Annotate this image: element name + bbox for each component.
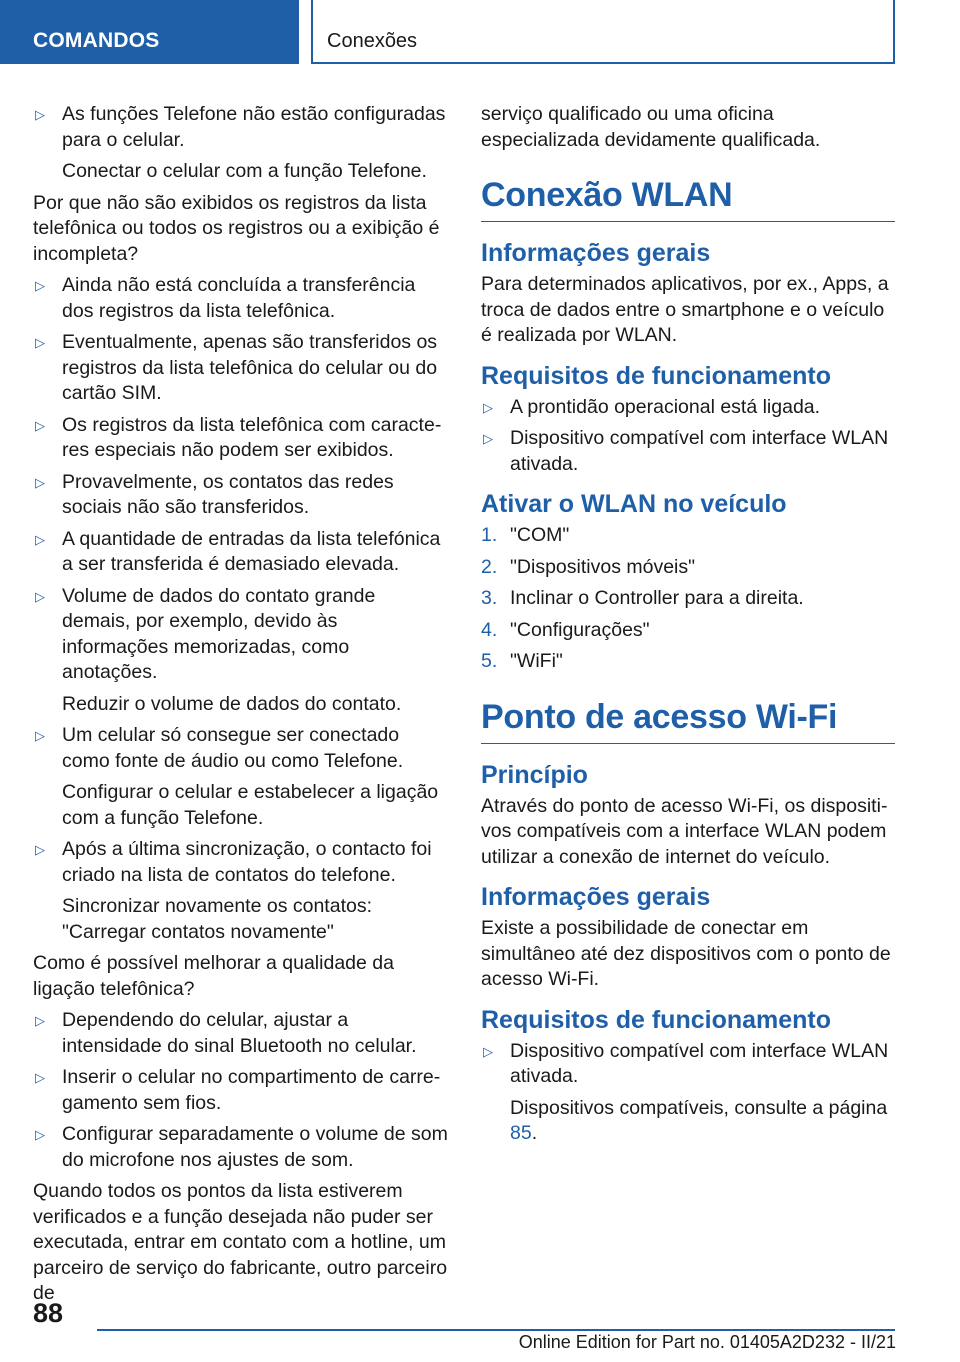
step-item: 4. "Configurações" (481, 618, 650, 641)
triangle-right-icon: ▷ (35, 588, 45, 604)
triangle-right-icon: ▷ (35, 1013, 45, 1028)
section-tab: COMANDOS (0, 0, 299, 64)
triangle-right-icon: ▷ (35, 107, 45, 122)
triangle-right-icon: ▷ (35, 335, 45, 350)
list-item: ▷ Dependendo do celular, ajustar a intensidade do sinal Bluetooth no celular. (35, 1009, 417, 1057)
triangle-right-icon: ▷ (35, 278, 45, 293)
heading-wlan: Conexão WLAN (481, 175, 895, 222)
list-item: ▷ Os registros da lista telefônica com caracteres especiais não podem ser exibidos. (35, 413, 442, 461)
footer-edition: Online Edition for Part no. 01405A2D232 - II/21 (518, 1332, 896, 1352)
list-item: ▷ Volume de dados do contato grande demais, por exemplo, devido às informações memorizadas, como anotações. (35, 584, 376, 683)
subheading: Requisitos de funcionamento (481, 361, 832, 390)
list-item: ▷ Dispositivo compatível com interface WLAN ativada. (483, 427, 889, 475)
paragraph: Como é possível melhorar a qualidade da ligação telefônica? (33, 952, 394, 1000)
subheading: Informações gerais (481, 239, 711, 267)
subheading: Princípio (481, 760, 588, 789)
right-column (481, 102, 895, 1153)
page-link[interactable]: 85 (510, 1122, 532, 1144)
triangle-right-icon: ▷ (35, 417, 45, 433)
list-item: ▷ Ainda não está concluída a transferência dos registros da lista telefônica. (35, 274, 416, 322)
subheading: Informações gerais (481, 883, 711, 911)
left-column (33, 102, 448, 1313)
list-item: ▷ Provavelmente, os contatos das redes sociais não são transferidos. (35, 470, 394, 518)
step-item: 5. "WiFi" (481, 650, 563, 672)
paragraph: Através do ponto de acesso Wi-Fi, os dispositivos compatíveis com a interface WLAN podem utilizar a conexão de internet do veículo. (481, 794, 888, 868)
triangle-right-icon: ▷ (483, 1043, 493, 1059)
page-number: 88 (33, 1298, 64, 1328)
step-item: 2. "Dispositivos móveis" (481, 555, 696, 578)
triangle-right-icon: ▷ (483, 399, 493, 415)
triangle-right-icon: ▷ (35, 728, 45, 743)
triangle-right-icon: ▷ (35, 474, 45, 490)
paragraph: Por que não são exibidos os registros da lista telefônica ou todos os registros ou a exibição é incompleta? (33, 191, 440, 265)
list-item: ▷ A prontidão operacional está ligada. (481, 395, 895, 421)
list-item: ▷ A quantidade de entradas da lista telefónica a ser transferida é demasiado elevada. (35, 527, 441, 575)
list-item: ▷ Configurar separadamente o volume de som do microfone nos ajustes de som. (35, 1123, 448, 1171)
subheading: Ativar o WLAN no veículo (481, 490, 787, 518)
heading-hotspot: Ponto de acesso Wi-Fi (481, 697, 895, 744)
subheading: Requisitos de funcionamento (481, 1005, 832, 1034)
triangle-right-icon: ▷ (35, 842, 45, 857)
paragraph: Para determinados aplicativos, por ex., Apps, a troca de dados entre o smartphone e o veículo é realizada por WLAN. (481, 273, 889, 346)
triangle-right-icon: ▷ (35, 531, 45, 547)
step-item: 3. Inclinar o Controller para a direita. (481, 587, 804, 609)
chapter-tab: Conexões (311, 0, 895, 64)
triangle-right-icon: ▷ (483, 431, 493, 446)
list-item: ▷ Dispositivo compatível com interface WLAN ativada. (483, 1039, 889, 1087)
paragraph: Existe a possibilidade de conectar em simultâneo até dez dispositivos com o ponto de acesso Wi-Fi. (481, 917, 891, 990)
triangle-right-icon: ▷ (35, 1127, 45, 1142)
list-item: ▷ Após a última sincronização, o contacto foi criado na lista de contatos do telefone. (35, 838, 432, 886)
list-item-detail: Reduzir o volume de dados do contato. (62, 692, 402, 715)
paragraph: Quando todos os pontos da lista estiverem verificados e a função desejada não puder ser executada, entrar em contato com a hotline, um parceiro de serviço do fabricante, outro parceiro de (33, 1180, 448, 1304)
list-item: ▷ Um celular só consegue ser conectado como fonte de áudio ou como Telefone. (35, 724, 404, 772)
list-item-detail: Configurar o celular e estabelecer a ligação com a função Telefone. (62, 781, 439, 829)
list-item: ▷ Eventualmente, apenas são transferidos os registros da lista telefônica do celular ou do cartão SIM. (35, 331, 438, 404)
list-item-detail: Sincronizar novamente os contatos: "Carregar contatos novamente" (62, 895, 373, 943)
paragraph: serviço qualificado ou uma oficina especializada devidamente qualificada. (481, 103, 821, 151)
list-item: ▷ As funções Telefone não estão configuradas para o celular. (35, 103, 446, 151)
footer-divider (97, 1329, 895, 1331)
list-item: ▷ Inserir o celular no compartimento de carregamento sem fios. (35, 1066, 441, 1114)
list-item-detail: Dispositivos compatíveis, consulte a página 85. (510, 1096, 888, 1144)
list-item-detail: Conectar o celular com a função Telefone. (62, 160, 427, 182)
triangle-right-icon: ▷ (35, 1070, 45, 1085)
step-item: 1. "COM" (481, 524, 570, 546)
